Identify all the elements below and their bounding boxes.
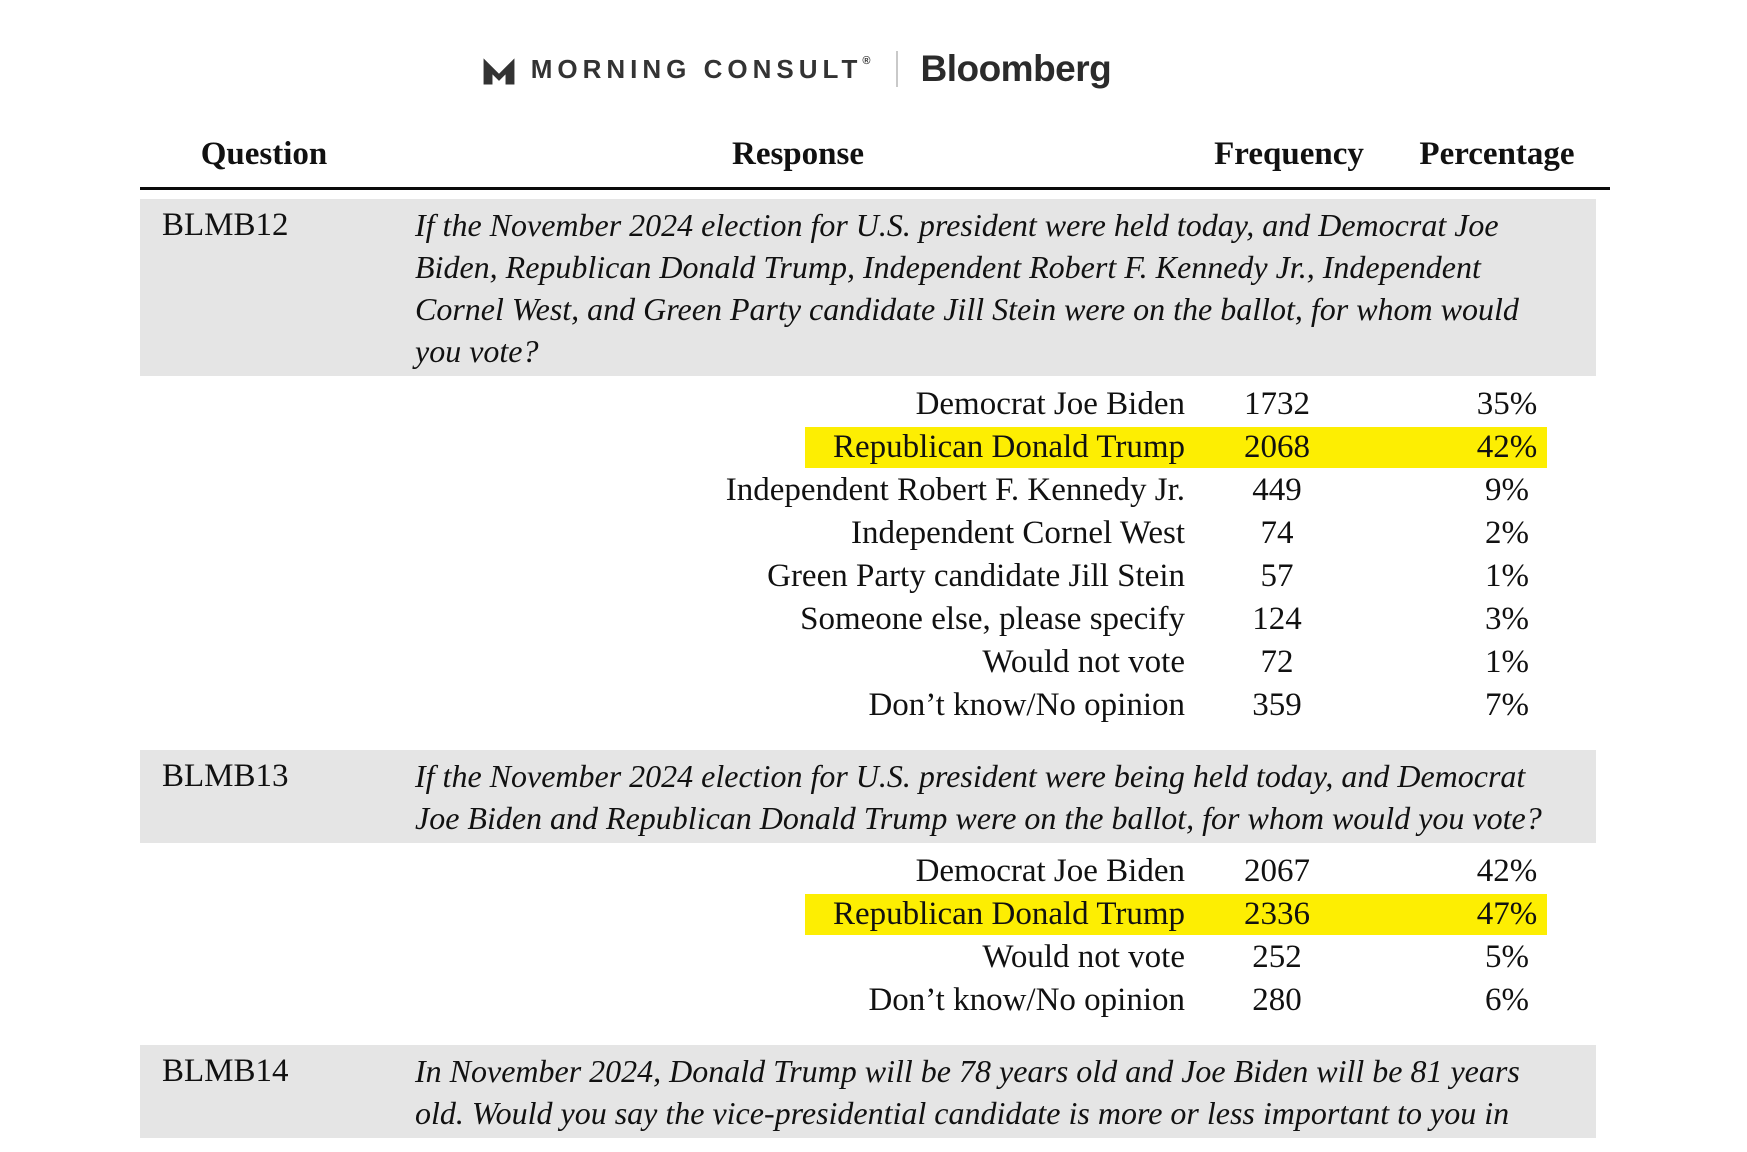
response-frequency: 2336 <box>1244 896 1310 932</box>
response-percentage: 1% <box>1485 644 1529 680</box>
response-row <box>140 426 1610 469</box>
response-row <box>140 598 1610 641</box>
response-frequency: 72 <box>1260 644 1294 680</box>
response-row <box>140 850 1610 893</box>
response-label: Republican Donald Trump <box>833 429 1185 465</box>
response-percentage: 3% <box>1485 601 1529 637</box>
response-frequency: 449 <box>1252 472 1302 508</box>
response-frequency: 2067 <box>1244 853 1310 889</box>
response-label: Green Party candidate Jill Stein <box>767 558 1185 594</box>
question-block <box>140 750 1596 843</box>
response-row <box>140 555 1610 598</box>
question-id: BLMB14 <box>162 1053 289 1089</box>
response-frequency: 124 <box>1252 601 1302 637</box>
response-frequency: 57 <box>1260 558 1294 594</box>
response-percentage: 5% <box>1485 939 1529 975</box>
response-frequency: 359 <box>1252 687 1302 723</box>
response-rows <box>140 850 1610 1022</box>
response-row <box>140 512 1610 555</box>
response-row <box>140 641 1610 684</box>
response-label: Independent Cornel West <box>851 515 1185 551</box>
response-label: Republican Donald Trump <box>833 896 1185 932</box>
column-header-response: Response <box>731 136 865 172</box>
response-label: Would not vote <box>982 939 1185 975</box>
response-percentage: 1% <box>1485 558 1529 594</box>
response-frequency: 1732 <box>1244 386 1310 422</box>
question-section <box>140 1045 1610 1138</box>
morning-consult-wordmark: MORNING CONSULT® <box>530 53 871 84</box>
question-block <box>140 199 1596 376</box>
response-percentage: 9% <box>1485 472 1529 508</box>
table-header-row <box>140 0 1610 190</box>
response-label: Someone else, please specify <box>800 601 1185 637</box>
column-header-frequency: Frequency <box>1214 136 1364 172</box>
response-percentage: 2% <box>1485 515 1529 551</box>
response-row <box>140 684 1610 727</box>
response-row <box>140 936 1610 979</box>
response-percentage: 35% <box>1476 386 1538 422</box>
response-frequency: 2068 <box>1244 429 1310 465</box>
response-row <box>140 469 1610 512</box>
response-rows <box>140 383 1610 727</box>
question-id: BLMB13 <box>162 758 289 794</box>
response-row <box>140 979 1610 1022</box>
response-label: Don’t know/No opinion <box>868 687 1185 723</box>
question-text: If the November 2024 election for U.S. president were held today, and Democrat Joe Biden, Republican Donald Trump, Independent Robert F. Kennedy Jr., Independent Cornel West, and Green Party candidate Jill Stein were on the ballot, for whom would you vote? <box>415 207 1519 369</box>
poll-results-table <box>140 0 1610 1138</box>
bloomberg-wordmark: Bloomberg <box>920 48 1112 89</box>
registered-trademark-symbol: ® <box>862 54 871 67</box>
question-text: If the November 2024 election for U.S. president were being held today, and Democrat Joe Biden and Republican Donald Trump were on the ballot, for whom would you vote? <box>415 758 1542 836</box>
response-percentage: 47% <box>1476 896 1538 932</box>
response-frequency: 74 <box>1260 515 1294 551</box>
column-header-question: Question <box>200 136 328 172</box>
question-section <box>140 199 1610 727</box>
response-row <box>140 893 1610 936</box>
response-percentage: 42% <box>1476 429 1538 465</box>
response-label: Democrat Joe Biden <box>915 853 1185 889</box>
column-header-percentage: Percentage <box>1419 136 1575 172</box>
response-label: Would not vote <box>982 644 1185 680</box>
response-label: Independent Robert F. Kennedy Jr. <box>725 472 1185 508</box>
response-label: Democrat Joe Biden <box>915 386 1185 422</box>
response-percentage: 42% <box>1476 853 1538 889</box>
response-frequency: 280 <box>1252 982 1302 1018</box>
question-id: BLMB12 <box>162 207 289 243</box>
response-percentage: 7% <box>1485 687 1529 723</box>
response-row <box>140 383 1610 426</box>
response-percentage: 6% <box>1485 982 1529 1018</box>
question-section <box>140 750 1610 1022</box>
question-block <box>140 1045 1596 1138</box>
table-body <box>140 199 1610 1138</box>
question-text: In November 2024, Donald Trump will be 78 years old and Joe Biden will be 81 years old. Would you say the vice-presidential candidate is more or less important to you in <box>415 1053 1520 1131</box>
response-label: Don’t know/No opinion <box>868 982 1185 1018</box>
response-frequency: 252 <box>1252 939 1302 975</box>
